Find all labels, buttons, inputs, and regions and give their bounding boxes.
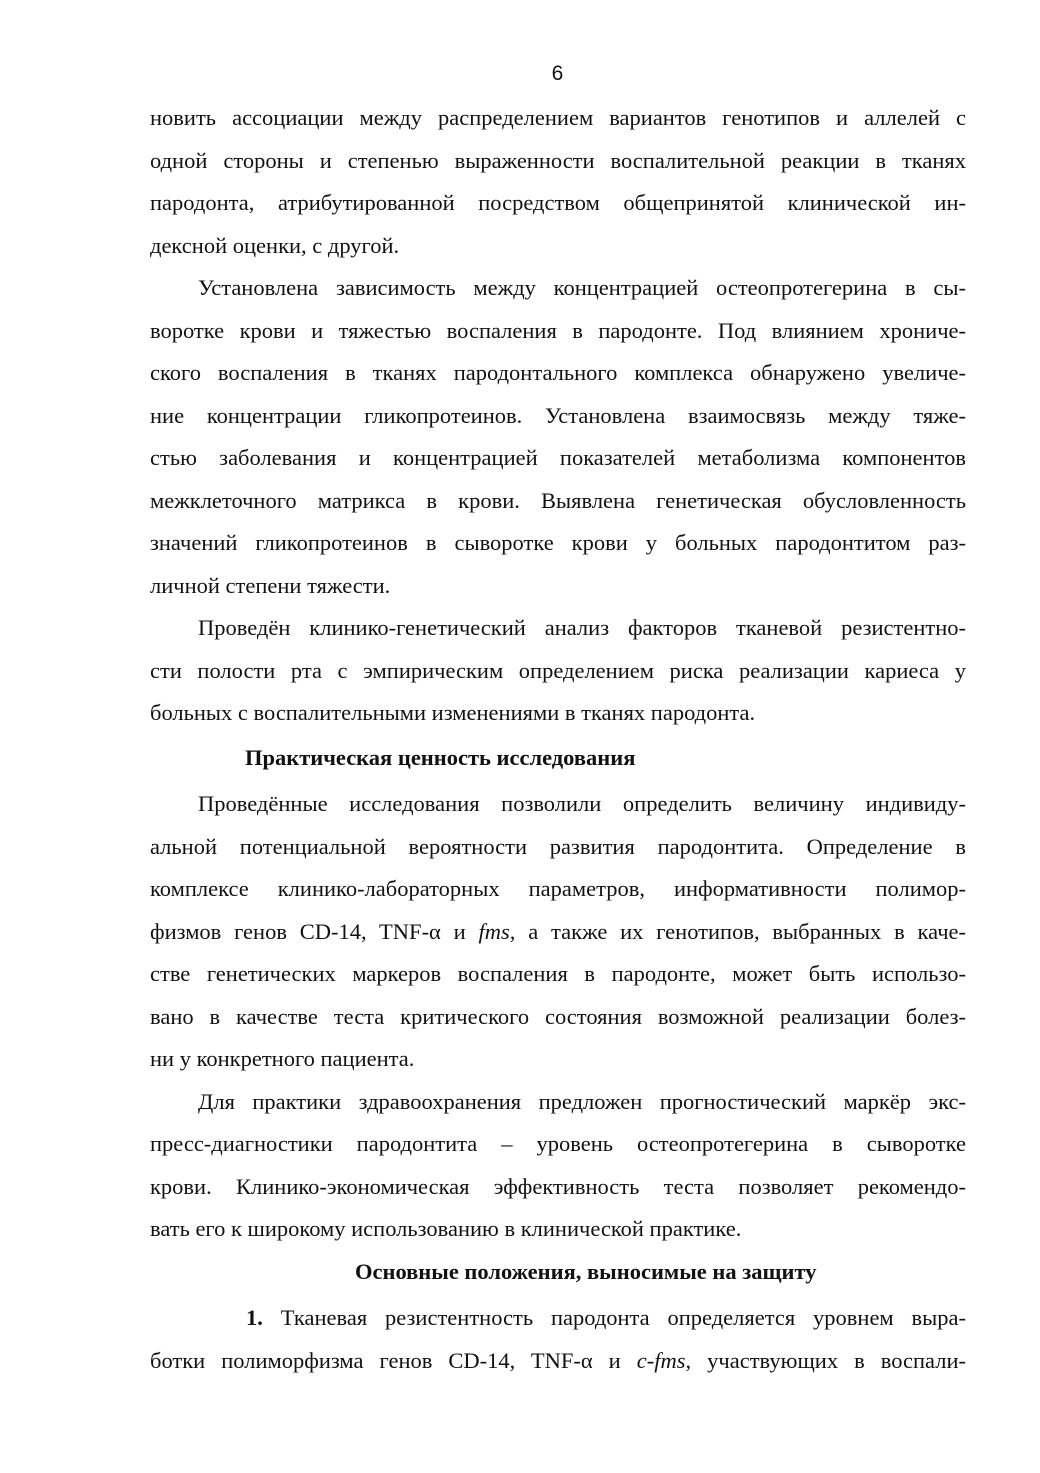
text-line: одной стороны и степенью выраженности воспалительной реакции в тканях [150,147,966,173]
text-line: Установлена зависимость между концентрацией остеопротегерина в сы- [198,275,966,300]
thesis-number: 1. [246,1305,263,1330]
text-line: ни у конкретного пациента. [150,1046,415,1071]
text-line: альной потенциальной вероятности развития пародонтита. Определение в [150,833,966,859]
text-line [150,911,966,954]
text-line: комплексе клинико-лабораторных параметров, информативности полимор- [150,876,966,901]
text-fragment: а также их генотипов, выбранных в каче- [515,918,966,944]
section-heading-practical-value: Практическая ценность исследования [245,744,636,770]
text-line: стве генетических маркеров воспаления в пародонте, может быть использо- [150,961,966,986]
text-line: ние концентрации гликопротеинов. Установлена взаимосвязь между тяже- [150,402,966,428]
text-line: новить ассоциации между распределением вариантов генотипов и аллелей с [150,105,966,130]
paragraph-continuation [150,97,966,267]
paragraph-practical-value [150,783,966,1081]
text-fragment: ботки полиморфизма генов CD-14, TNF-α и [150,1347,637,1373]
text-line [150,1340,966,1383]
text-line: сти полости рта с эмпирическим определением риска реализации кариеса у [150,657,966,683]
text-line: межклеточного матрикса в крови. Выявлена генетическая обусловленность [150,487,966,513]
text-fragment: Тканевая резистентность пародонта определяется уровнем выра- [262,1305,966,1330]
paragraph-osteoprotegerin [150,267,966,607]
paragraph-caries-analysis [150,607,966,735]
page-number: 6 [551,62,564,85]
text-line: пародонта, атрибутированной посредством общепринятой клинической ин- [150,190,966,215]
text-line: Для практики здравоохранения предложен прогностический маркёр экс- [198,1088,966,1114]
text-line: ского воспаления в тканях пародонтального комплекса обнаружено увеличе- [150,360,966,385]
text-line: вать его к широкому использованию в клинической практике. [150,1216,742,1241]
paragraph-healthcare-marker [150,1081,966,1251]
text-line: Проведённые исследования позволили определить величину индивиду- [198,791,966,816]
text-fragment: физмов генов CD-14, TNF-α и [150,918,479,944]
text-fragment: , участвующих в воспали- [685,1347,966,1373]
text-line: значений гликопротеинов в сыворотке крови у больных пародонтитом раз- [150,530,966,555]
section-heading-theses: Основные положения, выносимые на защиту [355,1258,817,1284]
text-line: Проведён клинико-генетический анализ факторов тканевой резистентно- [198,615,966,640]
text-line [150,1297,966,1340]
text-line: больных с воспалительными изменениями в тканях пародонта. [150,700,756,725]
text-line: крови. Клинико-экономическая эффективность теста позволяет рекомендо- [150,1173,966,1199]
text-line: воротке крови и тяжестью воспаления в пародонте. Под влиянием хрониче- [150,317,966,343]
gene-name-italic: c-fms [636,1347,686,1373]
text-line: дексной оценки, с другой. [150,232,400,258]
gene-name-italic: fms, [478,918,516,944]
text-line: стью заболевания и концентрацией показателей метаболизма компонентов [150,445,966,470]
thesis-item-1 [150,1297,966,1382]
text-line: личной степени тяжести. [150,572,391,598]
text-line: пресс-диагностики пародонтита – уровень остеопротегерина в сыворотке [150,1131,966,1156]
page-content [150,97,966,1382]
text-line: вано в качестве теста критического состояния возможной реализации болез- [150,1003,966,1029]
